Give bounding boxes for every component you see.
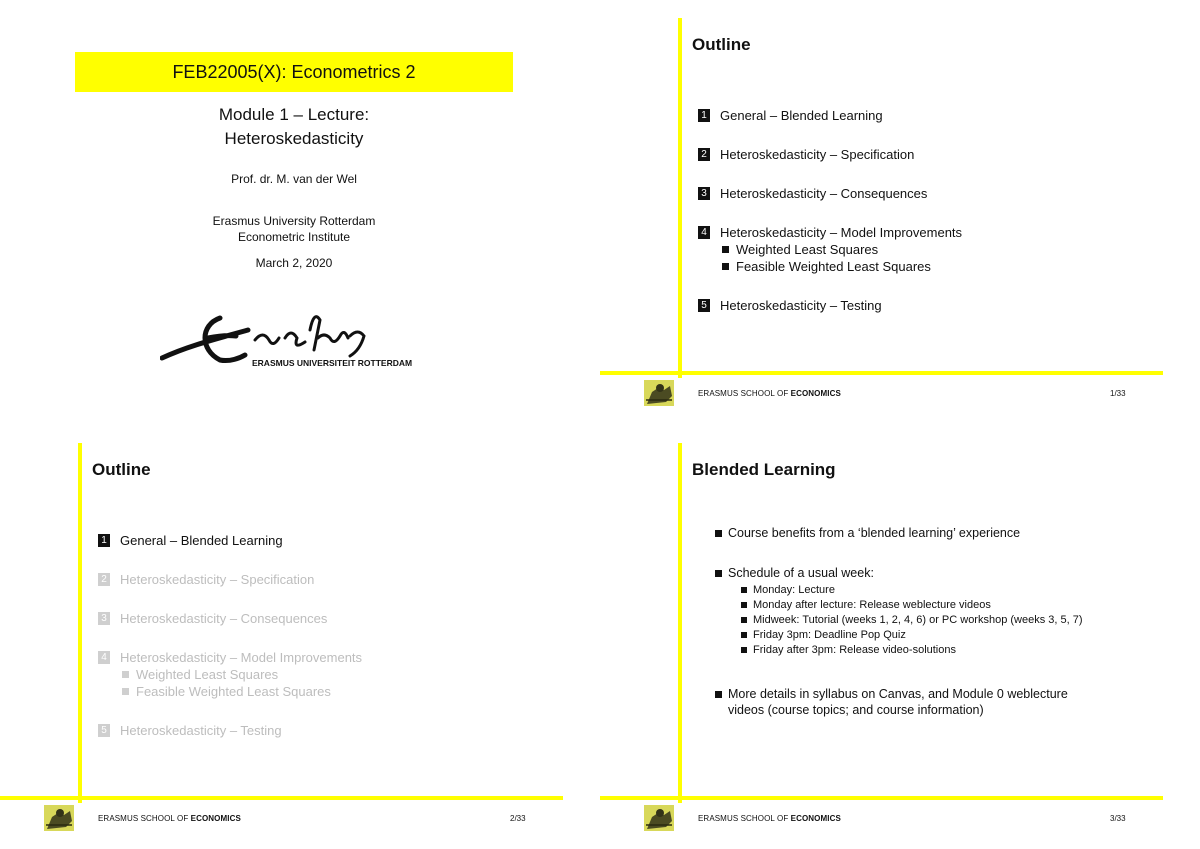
slide-title: Blended Learning [692,460,836,479]
school-name-plain: ERASMUS SCHOOL OF [698,814,791,823]
schedule-list [728,583,1165,658]
outline-slide-full [600,0,1200,424]
lecture-title-line1: Module 1 – Lecture: [218,105,370,124]
lecture-title [75,103,513,151]
schedule-item: Friday 3pm: Deadline Pop Quiz [741,628,1165,643]
school-name [698,389,841,398]
outline-item-label: General – Blended Learning [720,108,883,123]
outline-subitem: Feasible Weighted Least Squares [136,684,331,699]
outline-item-label: Heteroskedasticity – Consequences [120,611,328,626]
accent-vertical-bar [678,443,682,803]
outline-item-active [98,532,518,549]
page-number: 3/33 [1110,814,1126,823]
erasmus-logo [160,300,430,375]
section-number-4: 4 [698,226,710,239]
bullet-icon [122,688,129,695]
outline-item-dimmed [98,722,518,739]
accent-footer-bar [0,796,563,800]
bullet-icon [722,246,729,253]
outline-item-dimmed [98,649,518,700]
outline-item [698,146,1118,163]
outline-item [698,107,1118,124]
slide-footer [600,805,1200,835]
section-number-3: 3 [98,612,110,625]
school-emblem-icon [44,805,74,831]
school-name-plain: ERASMUS SCHOOL OF [698,389,791,398]
section-number-4: 4 [98,651,110,664]
page-number: 1/33 [1110,389,1126,398]
bullet-text: Course benefits from a ‘blended learning’ experience [728,526,1021,540]
logo-wordmark: ERASMUS UNIVERSITEIT ROTTERDAM [252,358,413,368]
section-number-5: 5 [98,724,110,737]
outline-list [98,532,518,739]
accent-footer-bar [600,796,1163,800]
outline-subitem: Weighted Least Squares [736,242,879,257]
outline-subitem: Weighted Least Squares [136,667,279,682]
outline-item-dimmed [98,571,518,588]
course-title-text: FEB22005(X): Econometrics 2 [172,61,416,82]
accent-vertical-bar [678,18,682,378]
outline-item-label: Heteroskedasticity – Testing [120,723,282,738]
school-name [698,814,841,823]
outline-item-label: Heteroskedasticity – Specification [720,147,915,162]
outline-item-label: Heteroskedasticity – Specification [120,572,315,587]
section-number-2: 2 [698,148,710,161]
slide-title: Outline [692,35,751,54]
accent-vertical-bar [78,443,82,803]
school-emblem-icon [644,380,674,406]
bullet-item [715,525,1165,541]
bullet-item [715,686,1165,718]
institute-name: Econometric Institute [237,230,351,244]
school-name-bold: ECONOMICS [190,814,241,823]
accent-footer-bar [600,371,1163,375]
outline-list [698,107,1118,314]
outline-item [698,297,1118,314]
course-title [75,52,513,92]
bullet-text-line1: More details in syllabus on Canvas, and Module 0 weblecture [728,687,1068,701]
outline-item-dimmed [98,610,518,627]
schedule-item: Friday after 3pm: Release video-solutions [741,643,1165,658]
lecture-date: March 2, 2020 [255,256,333,270]
slide-footer [600,380,1200,410]
outline-item [698,224,1118,275]
bullet-text-line2: videos (course topics; and course information) [728,703,984,717]
section-number-1: 1 [698,109,710,122]
bullet-icon [722,263,729,270]
slide-footer [0,805,600,835]
bullet-icon [122,671,129,678]
blended-learning-slide [600,425,1200,849]
bullet-text: Schedule of a usual week: [728,566,874,580]
outline-item-label: General – Blended Learning [120,533,283,548]
university-name: Erasmus University Rotterdam [212,214,376,228]
outline-slide-section-1 [0,425,600,849]
outline-item-label: Heteroskedasticity – Testing [720,298,882,313]
bullet-item [715,565,1165,658]
professor-name: Prof. dr. M. van der Wel [231,172,357,186]
section-number-2: 2 [98,573,110,586]
outline-subitem: Feasible Weighted Least Squares [736,259,931,274]
school-name-bold: ECONOMICS [790,389,841,398]
title-slide [0,0,600,424]
section-number-1: 1 [98,534,110,547]
school-name-bold: ECONOMICS [790,814,841,823]
schedule-item: Monday after lecture: Release weblecture videos [741,598,1165,613]
page-number: 2/33 [510,814,526,823]
schedule-item: Monday: Lecture [741,583,1165,598]
outline-item-label: Heteroskedasticity – Model Improvements [120,650,363,665]
affiliation [75,213,513,245]
bullet-list [715,525,1165,718]
slide-title: Outline [92,460,151,479]
section-number-5: 5 [698,299,710,312]
outline-item [698,185,1118,202]
school-emblem-icon [644,805,674,831]
section-number-3: 3 [698,187,710,200]
school-name-plain: ERASMUS SCHOOL OF [98,814,191,823]
outline-item-label: Heteroskedasticity – Model Improvements [720,225,963,240]
lecture-title-line2: Heteroskedasticity [224,129,364,148]
schedule-item: Midweek: Tutorial (weeks 1, 2, 4, 6) or PC workshop (weeks 3, 5, 7) [741,613,1165,628]
outline-item-label: Heteroskedasticity – Consequences [720,186,928,201]
school-name [98,814,241,823]
